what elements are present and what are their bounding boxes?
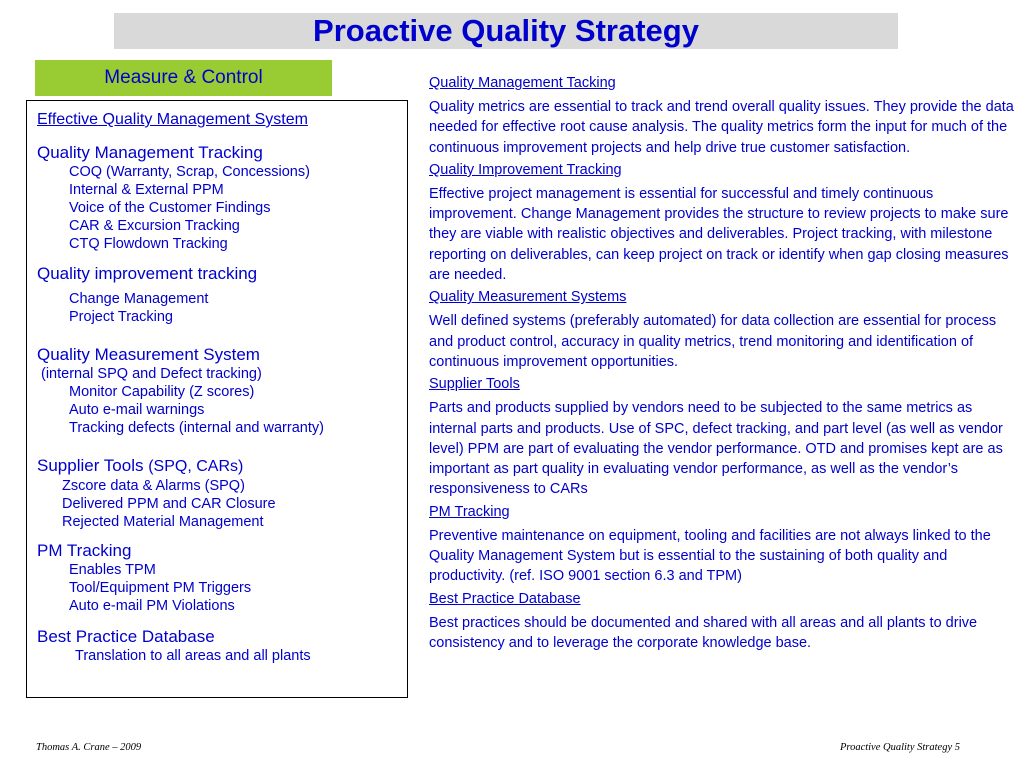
description-block — [429, 503, 1019, 587]
section-title-row — [37, 456, 402, 477]
description-title: PM Tracking — [429, 503, 510, 520]
section-title: Quality Management Tracking — [37, 143, 263, 162]
list-item: Voice of the Customer Findings — [69, 200, 271, 216]
section-best-practice-database — [37, 627, 402, 665]
right-panel — [429, 74, 1019, 656]
section-title: Quality Measurement System — [37, 345, 260, 364]
section-title: Best Practice Database — [37, 627, 215, 646]
description-text: Preventive maintenance on equipment, tooling and facilities are not always linked to the Quality Management System but is essential to the sustaining of both quality and productivity. (ref. ISO 9001 section 6.3 and TPM) — [429, 527, 991, 585]
list-item: Rejected Material Management — [62, 514, 264, 530]
title-bar — [114, 13, 898, 49]
list-item: CTQ Flowdown Tracking — [69, 236, 228, 252]
page-title: Proactive Quality Strategy — [313, 13, 699, 48]
section-quality-improvement-tracking — [37, 264, 402, 326]
description-block — [429, 74, 1019, 158]
section-supplier-tools — [37, 456, 402, 531]
left-panel-heading: Effective Quality Management System — [37, 111, 308, 128]
footer-author: Thomas A. Crane – 2009 — [36, 742, 142, 753]
footer-page-number: Proactive Quality Strategy 5 — [839, 742, 960, 753]
list-item: Delivered PPM and CAR Closure — [62, 496, 276, 512]
list-item: Project Tracking — [69, 309, 173, 325]
description-block — [429, 375, 1019, 499]
list-item: Monitor Capability (Z scores) — [69, 384, 255, 400]
list-item: Translation to all areas and all plants — [75, 648, 311, 664]
description-text: Effective project management is essential for successful and timely continuous improvement. Change Management provides the structure to review projects to make sure they are viable with realistic objectives and deliverables. Project tracking, with milestone reporting on deliverables, can keep project on track or identify when gap closing measures are needed. — [429, 185, 1009, 284]
section-quality-measurement-system — [37, 345, 402, 437]
description-title: Quality Management Tacking — [429, 75, 616, 91]
list-item: Auto e-mail PM Violations — [69, 598, 235, 614]
list-item: Internal & External PPM — [69, 182, 224, 198]
description-title: Quality Improvement Tracking — [429, 161, 622, 178]
list-item: Change Management — [69, 291, 209, 307]
list-item: Tracking defects (internal and warranty) — [69, 420, 324, 436]
description-title: Supplier Tools — [429, 376, 520, 393]
list-item: Zscore data & Alarms (SPQ) — [62, 478, 245, 494]
list-item: COQ (Warranty, Scrap, Concessions) — [69, 164, 310, 180]
description-title: Best Practice Database — [429, 590, 581, 607]
list-item: Auto e-mail warnings — [69, 402, 205, 418]
measure-control-banner — [35, 60, 332, 96]
description-block — [429, 590, 1019, 654]
description-title: Quality Measurement Systems — [429, 289, 627, 306]
section-quality-management-tracking — [37, 143, 402, 253]
list-item: Tool/Equipment PM Triggers — [69, 580, 252, 596]
section-title: Quality improvement tracking — [37, 264, 258, 283]
measure-control-label: Measure & Control — [104, 67, 263, 88]
section-pm-tracking — [37, 541, 402, 615]
list-item: CAR & Excursion Tracking — [69, 218, 240, 234]
section-title-suffix: (SPQ, CARs) — [148, 458, 244, 475]
list-item: Enables TPM — [69, 562, 156, 578]
section-title: PM Tracking — [37, 541, 132, 560]
left-panel — [26, 100, 408, 698]
description-block — [429, 161, 1019, 285]
description-text: Quality metrics are essential to track and trend overall quality issues. They provide the data needed for effective root cause analysis. The quality metrics form the input for much of the continuous improvement projects and help drive true customer satisfaction. — [429, 99, 1014, 156]
section-title: Supplier Tools — [37, 456, 144, 475]
description-text: Best practices should be documented and shared with all areas and all plants to drive consistency and to leverage the corporate knowledge base. — [429, 614, 978, 651]
description-text: Parts and products supplied by vendors need to be subjected to the same metrics as internal parts and products. Use of SPC, defect tracking, and part level (as well as vendor level) PPM are part of evaluating the vendor performance. OTD and promises kept are as important as part quality in evaluating vendor performance, as well as the vendor’s responsiveness to CARs — [429, 400, 1003, 498]
section-subtitle: (internal SPQ and Defect tracking) — [41, 366, 262, 382]
description-text: Well defined systems (preferably automated) for data collection are essential for process and product control, accuracy in quality metrics, trend monitoring and identification of continuous improvement opportunities. — [429, 313, 997, 370]
description-block — [429, 288, 1019, 372]
